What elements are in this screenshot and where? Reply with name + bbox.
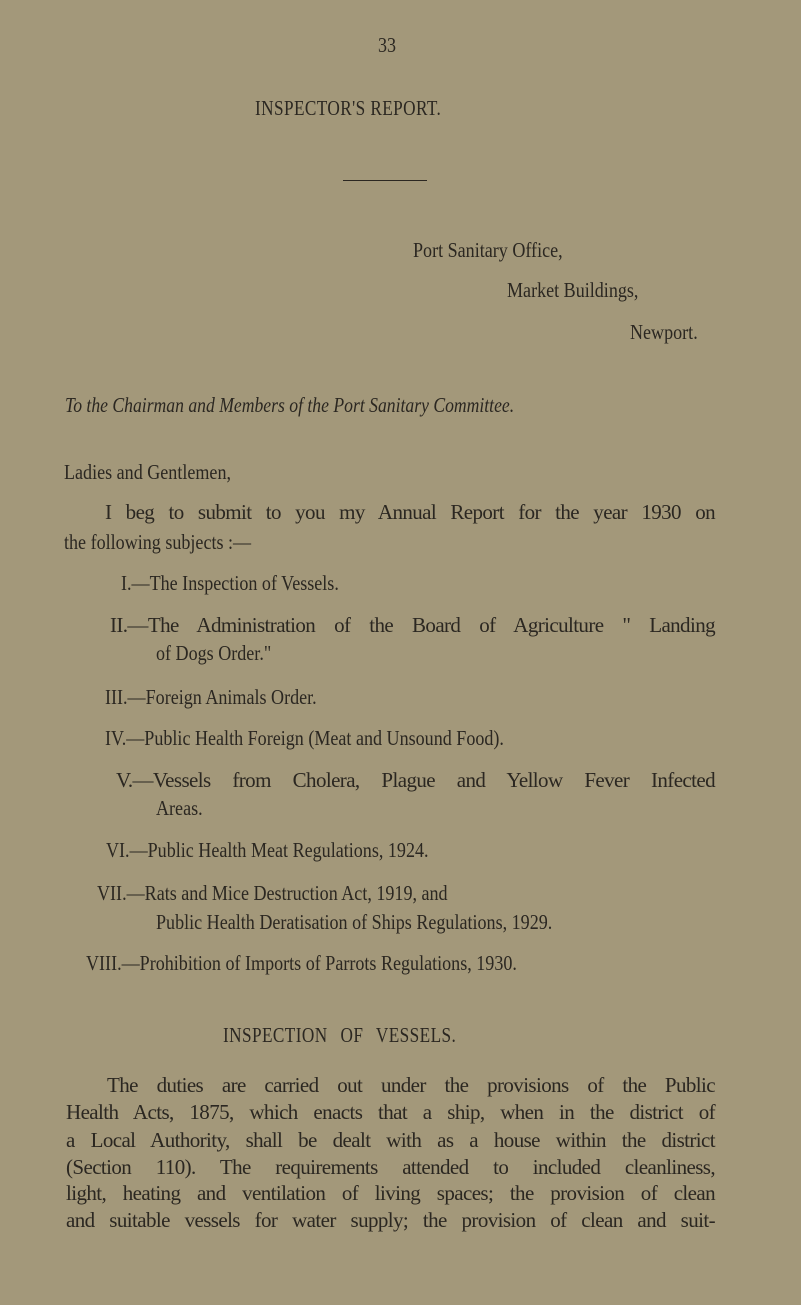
divider (343, 180, 427, 181)
subject-item-continued: of Dogs Order." (156, 641, 272, 665)
subject-item: III.—Foreign Animals Order. (105, 685, 317, 709)
paragraph-line: a Local Authority, shall be dealt with as a house within the district (66, 1128, 715, 1152)
paragraph-line: Health Acts, 1875, which enacts that a ship, when in the district of (66, 1100, 715, 1124)
address-line-3: Newport. (630, 320, 698, 344)
subject-item: VII.—Rats and Mice Destruction Act, 1919, and (97, 881, 448, 905)
subject-item: V.—Vessels from Cholera, Plague and Yellow Fever Infected (116, 768, 715, 792)
address-line-2: Market Buildings, (507, 278, 639, 302)
paragraph-line: and suitable vessels for water supply; the provision of clean and suit- (66, 1208, 715, 1232)
subject-item: VIII.—Prohibition of Imports of Parrots Regulations, 1930. (86, 951, 517, 975)
intro-line: the following subjects :— (64, 530, 252, 554)
salutation: Ladies and Gentlemen, (64, 460, 232, 484)
address-line-1: Port Sanitary Office, (413, 238, 563, 262)
paragraph-line: (Section 110). The requirements attended to included cleanliness, (66, 1155, 715, 1179)
paragraph-line: The duties are carried out under the provisions of the Public (107, 1073, 715, 1097)
section-heading: INSPECTION OF VESSELS. (223, 1023, 457, 1047)
subject-item: IV.—Public Health Foreign (Meat and Unsound Food). (105, 726, 504, 750)
addressee: To the Chairman and Members of the Port Sanitary Committee. (65, 393, 515, 417)
subject-item: II.—The Administration of the Board of Agriculture " Landing (110, 613, 715, 637)
subject-item: I.—The Inspection of Vessels. (121, 571, 339, 595)
subject-item-continued: Public Health Deratisation of Ships Regulations, 1929. (156, 910, 553, 934)
page-number: 33 (378, 33, 397, 57)
subject-item-continued: Areas. (156, 796, 203, 820)
paragraph-line: light, heating and ventilation of living spaces; the provision of clean (66, 1181, 715, 1205)
page-title: INSPECTOR'S REPORT. (255, 96, 442, 120)
intro-line: I beg to submit to you my Annual Report for the year 1930 on (105, 500, 715, 524)
subject-item: VI.—Public Health Meat Regulations, 1924. (106, 838, 429, 862)
